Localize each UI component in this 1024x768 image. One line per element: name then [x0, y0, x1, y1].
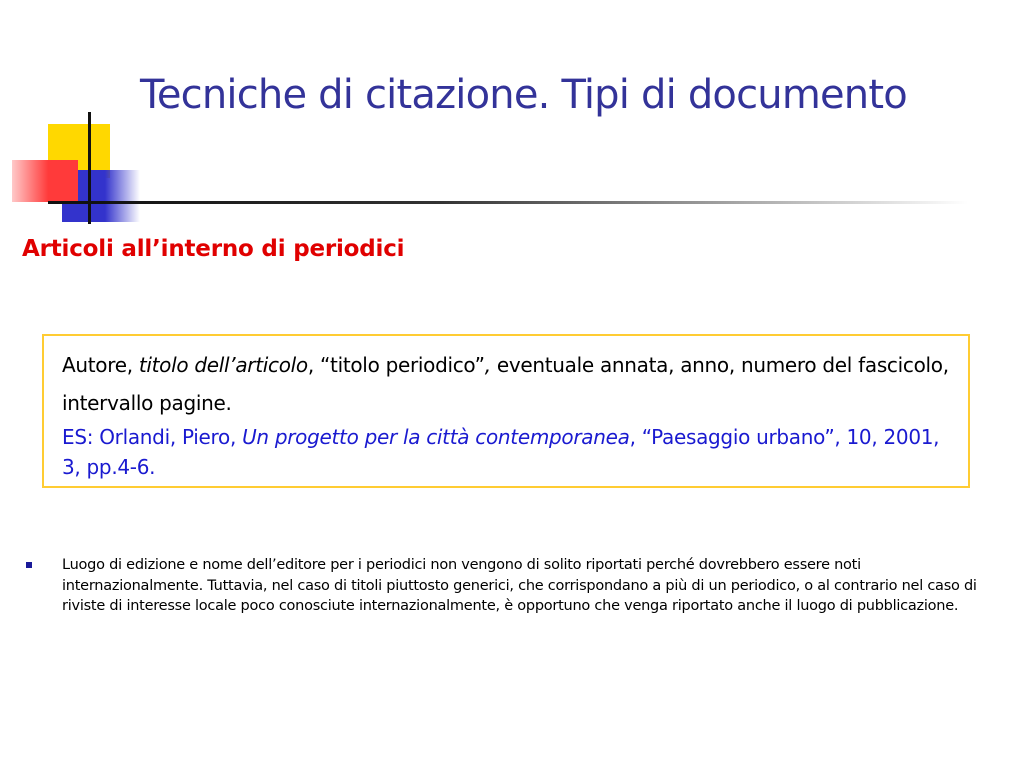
- citation-box: [42, 334, 970, 488]
- example-details: , “Paesaggio urbano”, 10, 2001, 3, pp.4-6.: [62, 425, 940, 479]
- bullet-item: [26, 555, 1002, 617]
- format-periodical: , “titolo periodico”: [307, 353, 485, 377]
- format-article-title: titolo dell’articolo: [138, 353, 308, 377]
- citation-example: [62, 422, 952, 482]
- section-subtitle: Articoli all’interno di periodici: [22, 236, 405, 262]
- slide-title: Tecniche di citazione. Tipi di documento: [140, 72, 907, 118]
- citation-format: [62, 346, 952, 422]
- red-square: [12, 160, 78, 202]
- format-author: Autore,: [62, 353, 139, 377]
- square-bullet-icon: [26, 562, 32, 568]
- vertical-rule: [88, 112, 91, 224]
- title-divider: [88, 201, 968, 204]
- bullet-text: Luogo di edizione e nome dell’editore per i periodici non vengono di solito riportati perché dovrebbero essere noti internazionalmente. Tuttavia, nel caso di titoli piuttosto generici, che corrispondano a più di un periodico, o al contrario nel caso di riviste di interesse locale poco conosciute internazionalmente, è opportuno che venga riportato anche il luogo di pubblicazione.: [62, 557, 977, 614]
- format-comma: ,: [484, 353, 491, 377]
- example-author: ES: Orlandi, Piero,: [62, 425, 243, 449]
- format-details: eventuale annata, anno, numero del fascicolo, intervallo pagine.: [62, 353, 949, 415]
- example-article-title: Un progetto per la città contemporanea: [242, 425, 630, 449]
- slide-logo-decoration: [0, 0, 160, 230]
